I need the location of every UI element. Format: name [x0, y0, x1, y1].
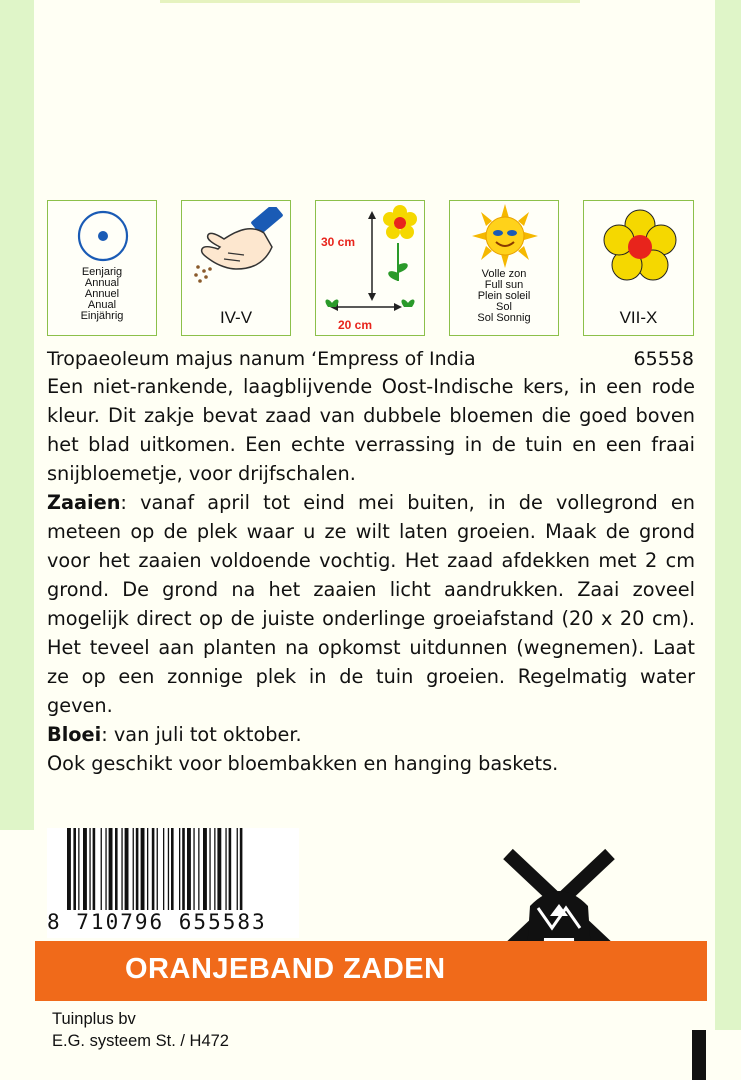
barcode-bar: [93, 828, 96, 912]
barcode-bar: [214, 828, 215, 912]
description-paragraph: Een niet-rankende, laagblijvende Oost-Indische kers, in een rode kleur. Dit zakje bevat zaad van dubbele bloemen die goed boven het blad uitkomen. Een echte verrassing in de tuin en een fraai snijbloemetje, voor drijfschalen.: [47, 375, 695, 485]
sun-line-3: Plein soleil: [477, 290, 531, 302]
barcode-bar: [105, 828, 106, 912]
spacing-height-label: 30 cm: [321, 235, 356, 249]
barcode-bar: [163, 828, 164, 912]
barcode-bar: [133, 828, 134, 912]
barcode-bar: [237, 828, 238, 912]
annual-line-2: Annual: [84, 277, 120, 289]
barcode-bar: [217, 828, 221, 912]
company-info: [52, 1008, 229, 1052]
company-registration: E.G. systeem St. / H472: [52, 1032, 229, 1050]
bloom-icon-box: [583, 200, 694, 336]
bloom-heading: Bloei: [47, 723, 102, 746]
green-margin-right: [715, 0, 741, 1030]
product-name: Tropaeoleum majus nanum ‘Empress of India: [47, 348, 476, 370]
barcode-bar: [83, 828, 87, 912]
company-name: Tuinplus bv: [52, 1010, 136, 1028]
spacing-width-label: 20 cm: [338, 318, 373, 332]
barcode-bar: [67, 828, 71, 912]
flower-icon: [602, 209, 678, 285]
barcode-bar: [147, 828, 148, 912]
icon-row: [47, 200, 697, 338]
annual-line-3: Annuel: [84, 288, 120, 300]
bloom-paragraph: [47, 720, 695, 749]
bloom-period-label: VII-X: [619, 308, 658, 327]
sun-line-1: Volle zon: [481, 268, 527, 280]
bloom-text: : van juli tot oktober.: [101, 723, 302, 746]
annual-icon-box: [47, 200, 157, 336]
barcode-bar: [203, 828, 207, 912]
sowing-heading: Zaaien: [47, 491, 121, 514]
sun-line-4: Sol: [496, 301, 512, 313]
barcode-bar: [115, 828, 118, 912]
sun-icon-box: [449, 200, 559, 336]
product-code: 65558: [633, 348, 694, 370]
sowing-icon-box: [181, 200, 291, 336]
sowing-paragraph: [47, 488, 695, 720]
sowing-period-label: IV-V: [219, 308, 253, 327]
barcode-bar: [225, 828, 226, 912]
barcode-bar: [193, 828, 194, 912]
barcode-bar: [73, 828, 76, 912]
sun-icon: [470, 204, 540, 268]
sun-line-2: Full sun: [484, 279, 524, 291]
barcode-bar: [101, 828, 102, 912]
barcode-bar: [240, 828, 243, 912]
annual-line-4: Anual: [87, 299, 117, 311]
barcode-bar: [89, 828, 90, 912]
barcode-bar: [187, 828, 191, 912]
barcode-bar: [141, 828, 145, 912]
brand-band: [35, 941, 707, 1001]
barcode-number: 8 710796 655583: [47, 910, 299, 934]
top-strip: [160, 0, 580, 3]
annual-line-5: Einjährig: [80, 310, 124, 322]
product-title-row: [47, 346, 697, 372]
annual-line-1: Eenjarig: [81, 266, 123, 278]
barcode-bar: [171, 828, 174, 912]
sowing-text: : vanaf april tot eind mei buiten, in de vollegrond en meteen op de plek waar u ze wilt laten groeien. Maak de grond voor het zaaien voldoende vochtig. Het zaad afdekken met 2 cm grond. De grond na het zaaien licht aandrukken. Zaai zoveel mogelijk direct op de juiste onderlinge groeiafstand (20 x 20 cm). Het teveel aan planten na opkomst uitdunnen (wegnemen). Laat ze op een zonnige plek in de tuin groeien. Regelmatig water geven.: [47, 491, 695, 717]
brand-name: ORANJEBAND ZADEN: [125, 953, 446, 985]
barcode: [47, 828, 299, 938]
barcode-bar: [157, 828, 158, 912]
barcode-bar: [125, 828, 129, 912]
barcode-bar: [209, 828, 210, 912]
barcode-bar: [229, 828, 232, 912]
green-margin-left: [0, 0, 34, 830]
barcode-bar: [198, 828, 199, 912]
annual-circle-icon: [73, 206, 133, 266]
corner-bar: [692, 1030, 706, 1080]
sun-line-5: Sol Sonnig: [477, 312, 531, 324]
spacing-icon-box: [315, 200, 425, 336]
barcode-bar: [78, 828, 79, 912]
barcode-bar: [152, 828, 155, 912]
spacing-plant-icon: [318, 203, 424, 335]
extra-paragraph: Ook geschikt voor bloembakken en hanging baskets.: [47, 752, 559, 775]
sowing-hand-icon: [184, 207, 290, 297]
barcode-bar: [136, 828, 139, 912]
barcode-bar: [109, 828, 113, 912]
barcode-bars: [47, 828, 299, 914]
barcode-bar: [182, 828, 185, 912]
product-description: [47, 372, 695, 778]
barcode-bar: [121, 828, 122, 912]
barcode-bar: [168, 828, 169, 912]
barcode-bar: [179, 828, 180, 912]
